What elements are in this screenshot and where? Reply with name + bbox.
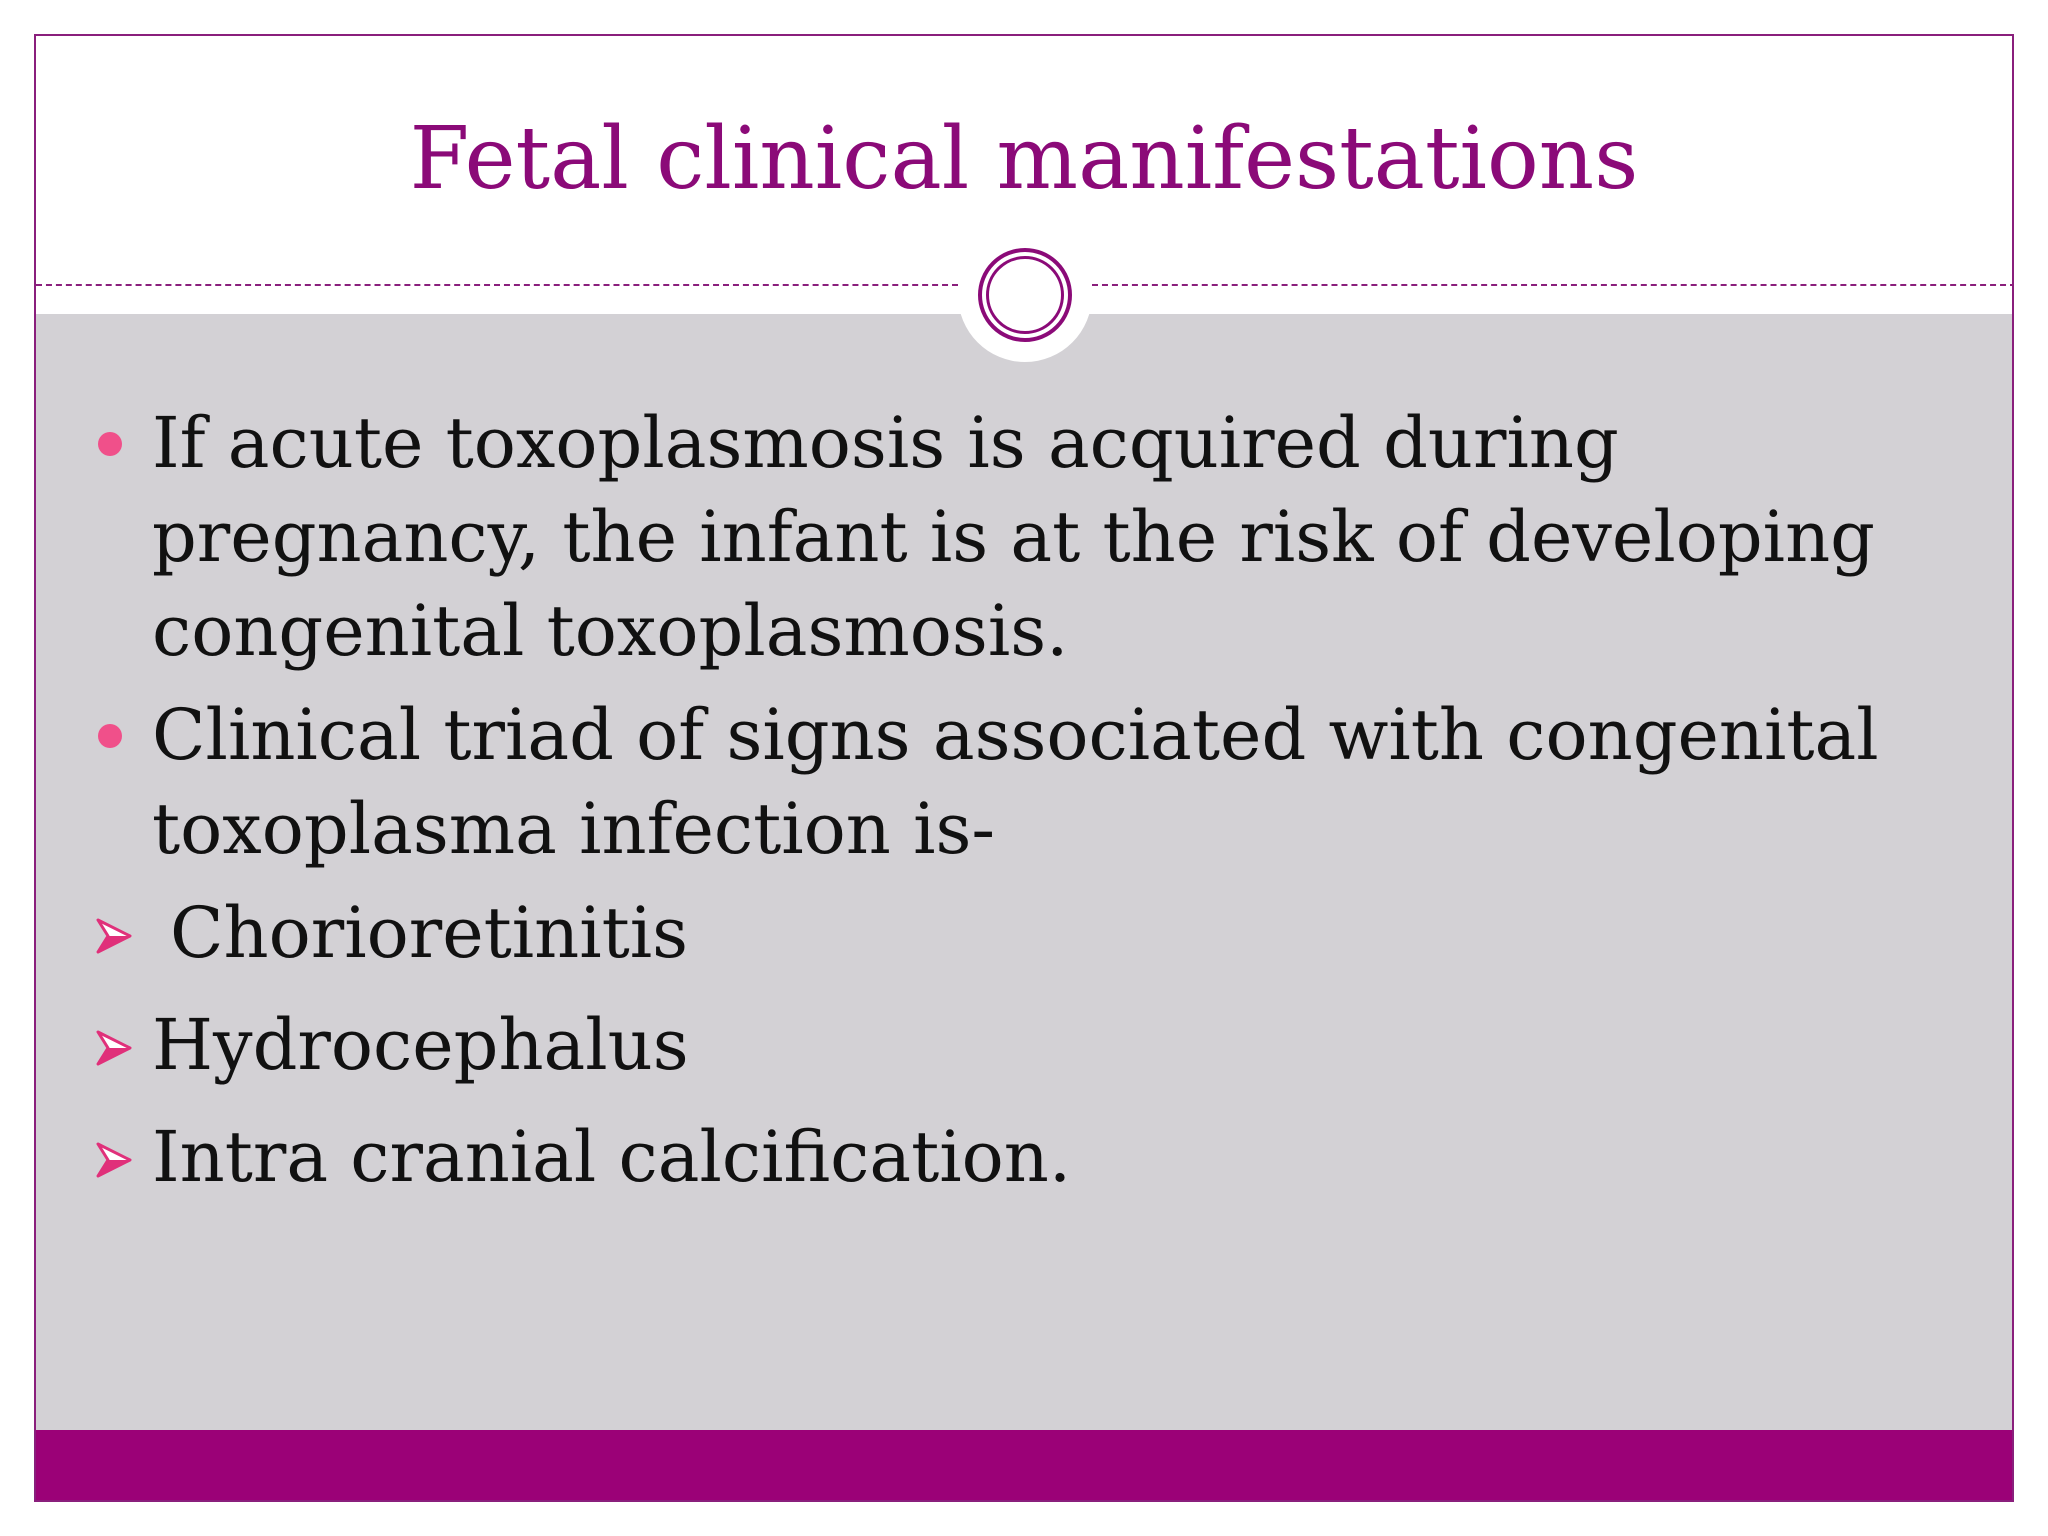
circle-ornament-icon xyxy=(958,228,1092,362)
bullet-item xyxy=(36,688,1976,876)
bullet-text: If acute toxoplasmosis is acquired during pregnancy, the infant is at the risk of developing congenital toxoplasmosis. xyxy=(152,402,1875,672)
triad-text: Hydrocephalus xyxy=(152,1004,689,1086)
bullet-dot-icon xyxy=(98,724,122,748)
triad-text: Intra cranial calcification. xyxy=(152,1116,1072,1198)
body-list xyxy=(36,396,1976,1222)
ornament-inner-ring xyxy=(986,256,1064,334)
triad-item xyxy=(36,1110,1976,1204)
arrow-bullet-icon xyxy=(94,1140,134,1180)
footer-bar xyxy=(36,1430,2012,1500)
slide-title: Fetal clinical manifestations xyxy=(409,109,1639,209)
triad-item xyxy=(36,998,1976,1092)
bullet-text: Clinical triad of signs associated with congenital toxoplasma infection is- xyxy=(152,694,1879,870)
triad-text: Chorioretinitis xyxy=(170,892,689,974)
slide xyxy=(34,34,2014,1502)
bullet-dot-icon xyxy=(98,432,122,456)
arrow-bullet-icon xyxy=(94,1028,134,1068)
title-divider-right xyxy=(1092,284,2014,286)
title-divider-left xyxy=(36,284,958,286)
bullet-item xyxy=(36,396,1976,678)
triad-item xyxy=(36,886,1976,980)
arrow-bullet-icon xyxy=(94,916,134,956)
